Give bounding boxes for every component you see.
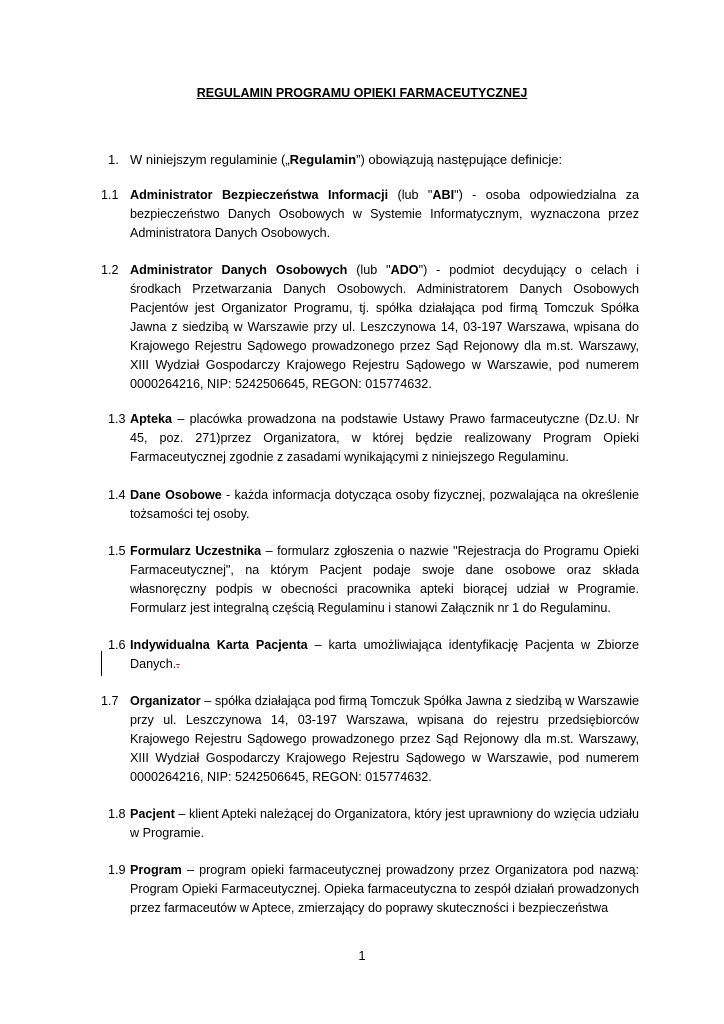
definition-number: 1.2 [101, 263, 119, 277]
definition-1-9 [96, 861, 641, 918]
definition-1-6 [96, 636, 641, 674]
definition-term: Pacjent [130, 807, 175, 821]
deleted-text: . [176, 657, 180, 671]
definition-text-part: ") - osoba odpowiedzialna za bezpieczeństwo Danych Osobowych w Systemie Informatycznym, wyznaczona przez Administratora Danych Osobowych. [130, 188, 639, 240]
definition-text-part: – formularz zgłoszenia o nazwie "Rejestracja do Programu Opieki Farmaceutycznej", na którym Pacjent podaje swoje dane osobowe oraz składa własnoręczny podpis w obecności pracownika apteki biorącej udział w Programie. Formularz jest integralną częścią Regulaminu i stanowi Załącznik nr 1 do Regulaminu. [130, 544, 639, 615]
definition-text-part: – placówka prowadzona na podstawie Ustawy Prawo farmaceutyczne (Dz.U. Nr 45, poz. 271)przez Organizatora, w której będzie realizowany Program Opieki Farmaceutycznej zgodnie z zasadami wynikającymi z niniejszego Regulaminu. [130, 412, 639, 464]
definition-term: Formularz Uczestnika [130, 544, 262, 558]
definition-1-8 [96, 805, 641, 843]
definition-text-part: - każda informacja dotycząca osoby fizycznej, pozwalająca na określenie tożsamości tej osoby. [130, 488, 639, 521]
definition-text [130, 542, 639, 618]
definition-1-4 [96, 486, 641, 524]
definition-number: 1.3 [108, 412, 126, 426]
definition-number: 1.6 [108, 638, 126, 652]
definition-1-5 [96, 542, 641, 618]
page-number: 1 [358, 948, 366, 963]
definition-number: 1.9 [108, 863, 126, 877]
intro-text [130, 150, 650, 169]
definition-term: Dane Osobowe [130, 488, 222, 502]
definition-text-part: – program opieki farmaceutycznej prowadzony przez Organizatora pod nazwą: Program Opieki Farmaceutycznej. Opieka farmaceutyczna to zespół działań prowadzonych przez farmaceutów w Aptece, zmierzający do poprawy skuteczności i bezpieczeństwa [130, 863, 639, 915]
definition-term: Indywidualna Karta Pacjenta [130, 638, 308, 652]
definition-text-part: ") - podmiot decydujący o celach i środkach Przetwarzania Danych Osobowych. Administratorem Danych Osobowych Pacjentów jest Organizator Programu, tj. spółka działająca pod firmą Tomczuk Spółka Jawna z siedzibą w Warszawie przy ul. Leszczynowa 14, 03-197 Warszawa, wpisana do Krajowego Rejestru Sądowego prowadzonego przez Sąd Rejonowy dla m.st. Warszawy, XIII Wydział Gospodarczy Krajowego Rejestru Sądowego w Warszawie, pod numerem 0000264216, NIP: 5242506645, REGON: 015774632. [130, 263, 639, 391]
definition-text [130, 186, 639, 243]
definition-text [130, 486, 639, 524]
intro-text-pre: W niniejszym regulaminie („ [130, 152, 290, 167]
intro-number: 1. [108, 152, 119, 167]
definition-term: Organizator [130, 694, 201, 708]
intro-text-bold: Regulamin [289, 152, 357, 167]
definition-text [130, 692, 639, 787]
definition-text [130, 261, 639, 394]
definition-term: Administrator Bezpieczeństwa Informacji [130, 188, 389, 202]
definition-number: 1.4 [108, 488, 126, 502]
definition-abbr: ABI [432, 188, 455, 202]
definition-term: Administrator Danych Osobowych [130, 263, 348, 277]
definition-text-part: (lub " [388, 188, 433, 202]
definition-number: 1.5 [108, 544, 126, 558]
definition-abbr: ADO [390, 263, 419, 277]
definition-text-part: – spółka działająca pod firmą Tomczuk Spółka Jawna z siedzibą w Warszawie przy ul. Leszczynowa 14, 03-197 Warszawa, wpisana do rejestru przedsiębiorców Krajowego Rejestru Sądowego prowadzonego przez Sąd Rejonowy dla m.st. Warszawy, XIII Wydział Gospodarczy Krajowego Rejestru Sądowego w Warszawie, pod numerem 0000264216, NIP: 5242506645, REGON: 015774632. [130, 694, 639, 784]
definition-number: 1.1 [101, 188, 119, 202]
definition-1-3 [96, 410, 641, 467]
definition-text-part: – klient Apteki należącej do Organizatora, który jest uprawniony do wzięcia udziału w Programie. [130, 807, 639, 840]
definition-text [130, 636, 639, 674]
definition-number: 1.8 [108, 807, 126, 821]
document-title: REGULAMIN PROGRAMU OPIEKI FARMACEUTYCZNEJ [196, 86, 528, 100]
definition-1-2 [96, 261, 641, 394]
definition-text [130, 805, 639, 843]
definition-text [130, 861, 639, 918]
definition-1-1 [96, 186, 641, 243]
definition-1-7 [96, 692, 641, 787]
definition-text [130, 410, 639, 467]
definition-term: Program [130, 863, 182, 877]
definition-text-part: – karta umożliwiająca identyfikację Pacjenta w Zbiorze Danych. [130, 638, 639, 671]
definition-number: 1.7 [101, 694, 119, 708]
intro-text-post: ”) obowiązują następujące definicje: [356, 152, 563, 167]
definition-term: Apteka [130, 412, 172, 426]
definition-text-part: (lub " [347, 263, 391, 277]
